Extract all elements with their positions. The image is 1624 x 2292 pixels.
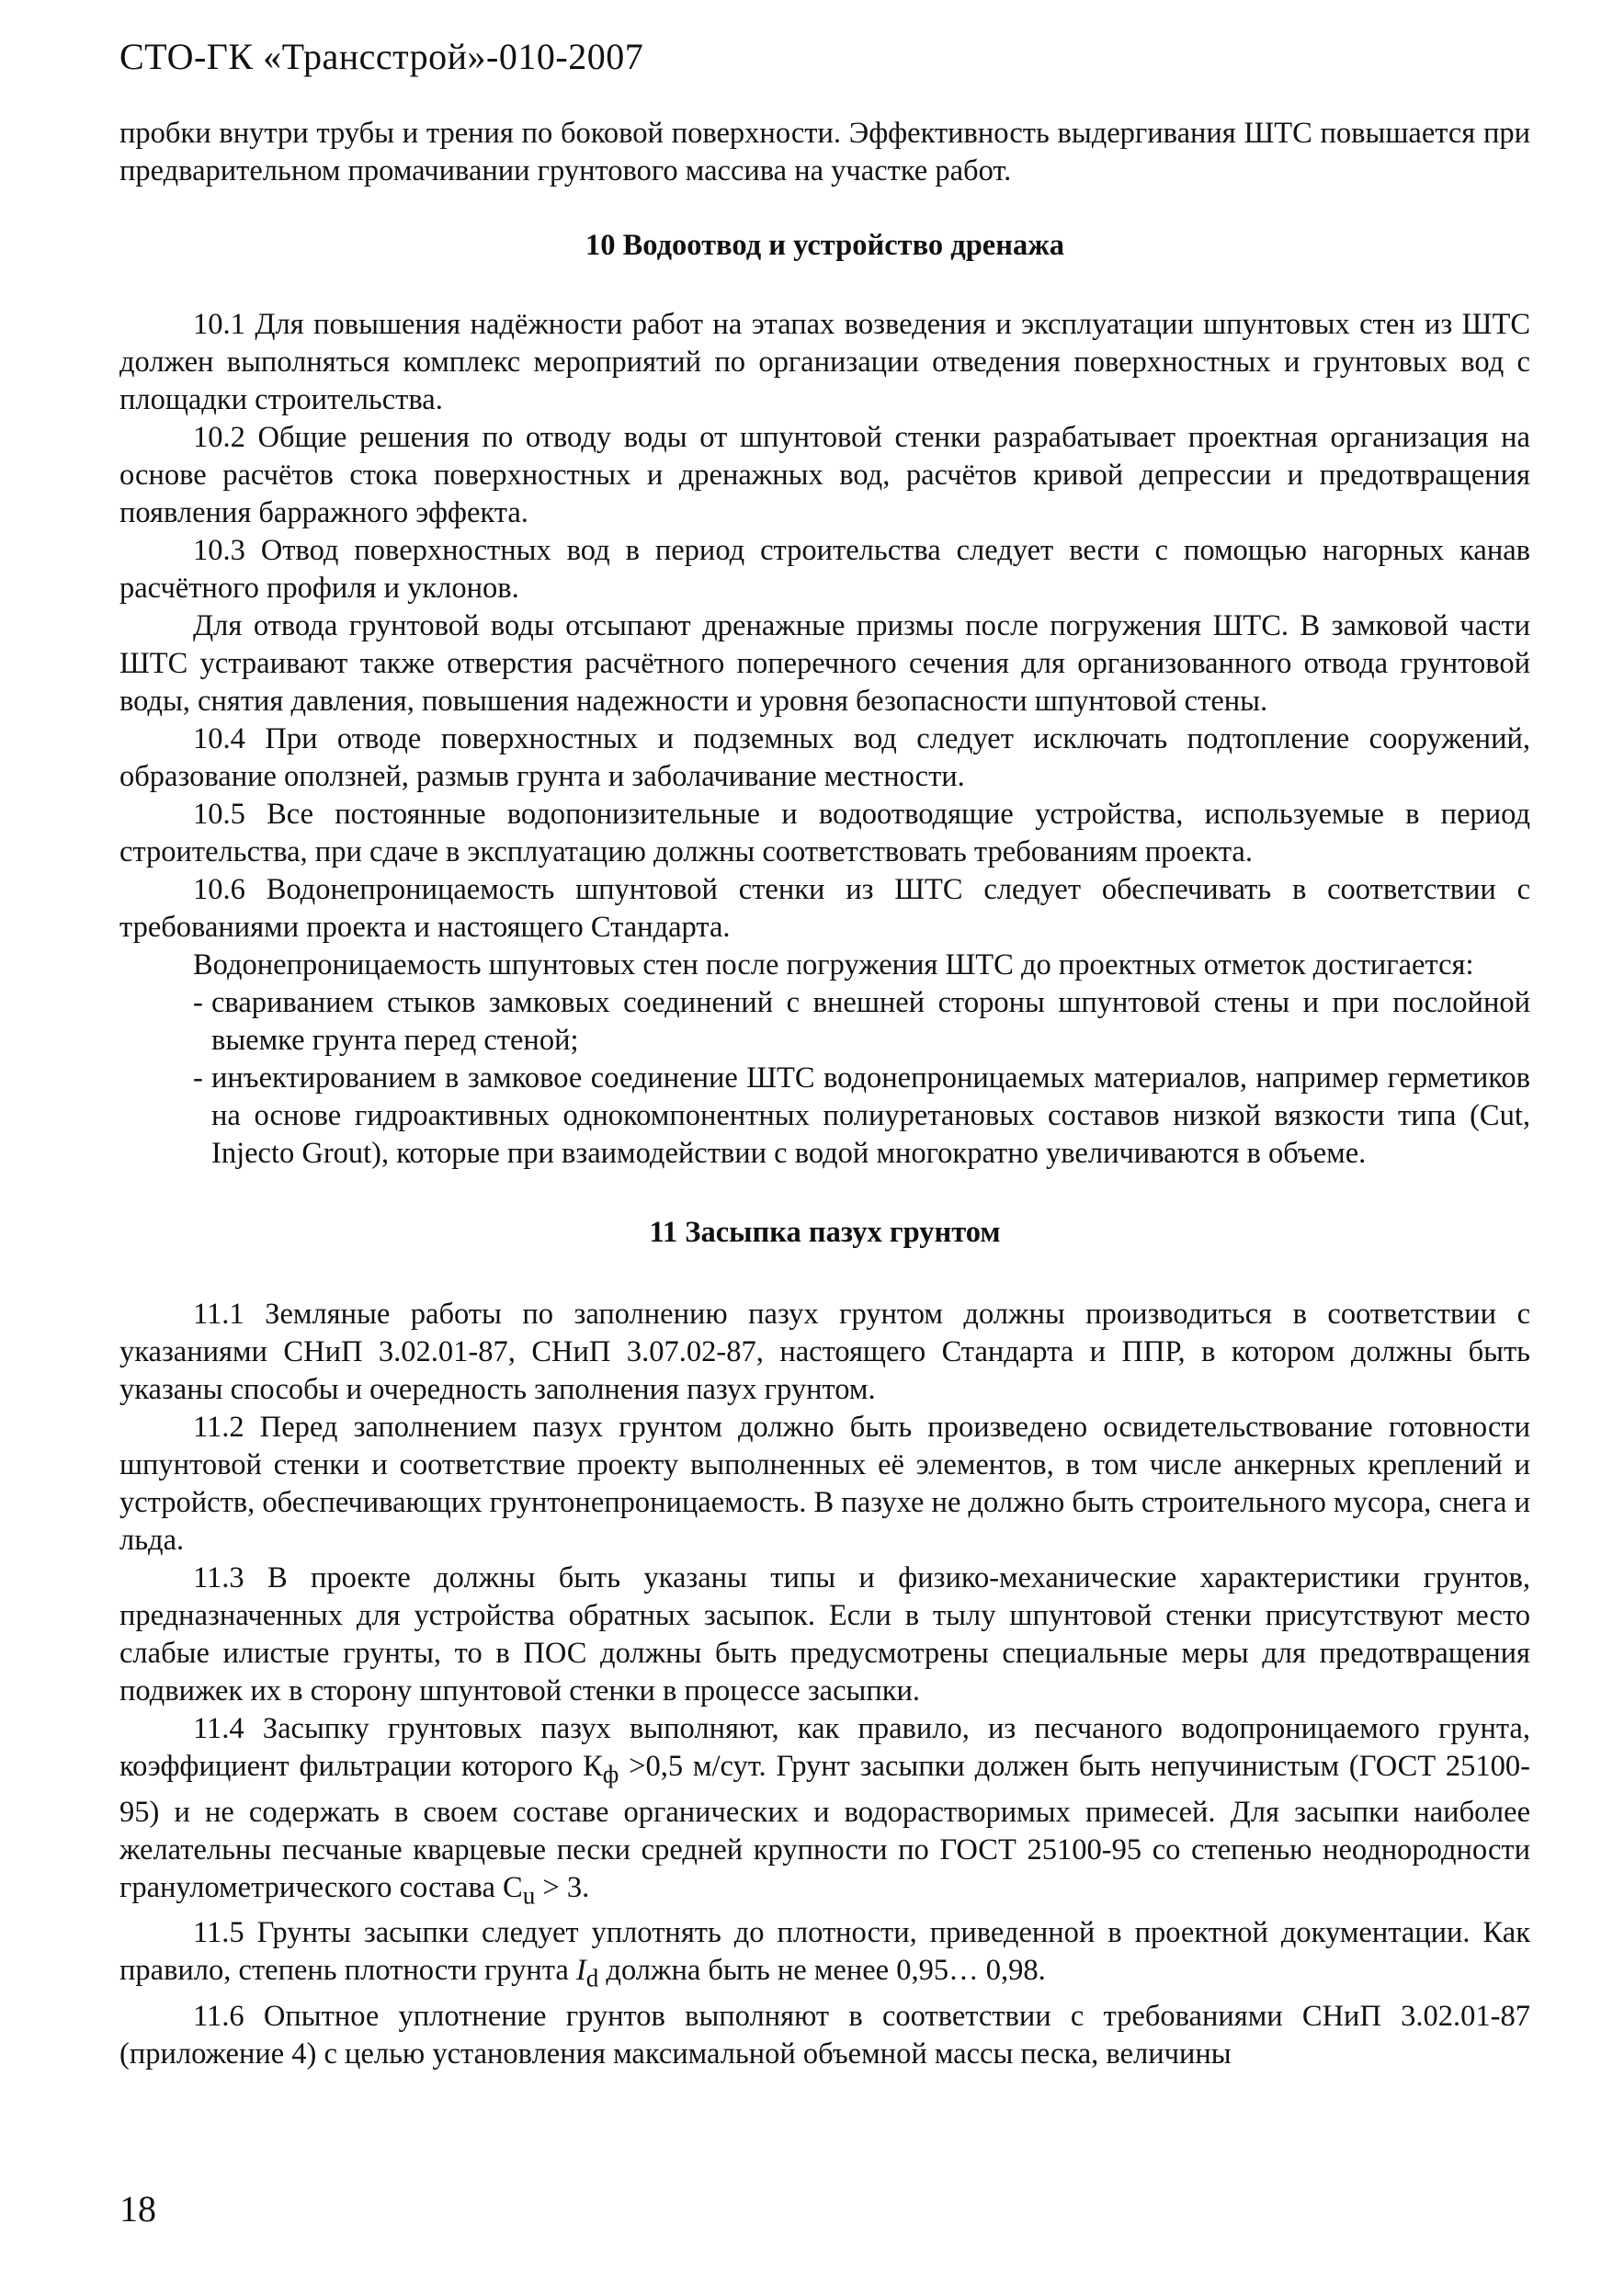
c-symbol: С (503, 1870, 523, 1904)
k-subscript: ф (602, 1760, 619, 1788)
page-content (119, 115, 1530, 2073)
p115-text-end: должна быть не менее 0,95… 0,98. (598, 1954, 1046, 1987)
paragraph-11-1: 11.1 Земляные работы по заполнению пазух грунтом должны производиться в соответствии с указаниями СНиП 3.02.01-87, СНиП 3.07.02-87, настоящего Стандарта и ППР, в котором должны быть указаны способы и очередность заполнения пазух грунтом. (119, 1298, 1530, 1406)
i-symbol: I (575, 1954, 586, 1987)
section-10-heading: 10 Водоотвод и устройство дренажа (585, 229, 1065, 262)
list-dash: - (193, 1061, 203, 1095)
document-header: СТО-ГК «Трансстрой»-010-2007 (119, 36, 644, 77)
list-item (119, 1060, 1530, 1173)
p114-text-start: 11.4 Засыпку грунтовых пазух выполняют, как правило, из песчаного водопроницаемого грунта, коэффициент фильтрации которого (119, 1712, 1530, 1783)
list-item (119, 984, 1530, 1060)
paragraph-10-6: 10.6 Водонепроницаемость шпунтовой стенки из ШТС следует обеспечивать в соответствии с требованиями проекта и настоящего Стандарта. (119, 873, 1530, 944)
page-number: 18 (119, 2188, 156, 2230)
paragraph-10-4: 10.4 При отводе поверхностных и подземных вод следует исключать подтопление сооружений, образование оползней, размыв грунта и заболачивание местности. (119, 722, 1530, 793)
section-11-heading: 11 Засыпка пазух грунтом (649, 1216, 1001, 1249)
paragraph-11-3: 11.3 В проекте должны быть указаны типы и физико-механические характеристики грунтов, предназначенных для устройства обратных засыпок. Если в тылу шпунтовой стенки присутствуют место слабые илистые грунты, то в ПОС должны быть предусмотрены специальные меры для предотвращения подвижек их в сторону шпунтовой стенки в процессе засыпки. (119, 1561, 1530, 1708)
c-subscript: u (522, 1881, 536, 1909)
paragraph-10-5: 10.5 Все постоянные водопонизительные и водоотводящие устройства, используемые в период строительства, при сдаче в эксплуатацию должны соответствовать требованиям проекта. (119, 798, 1530, 868)
paragraph-11-6: 11.6 Опытное уплотнение грунтов выполняют в соответствии с требованиями СНиП 3.02.01-87 (приложение 4) с целью установления максимальной объемной массы песка, величины (119, 1999, 1530, 2071)
paragraph-10-2: 10.2 Общие решения по отводу воды от шпунтовой стенки разрабатывает проектная организация на основе расчётов стока поверхностных и дренажных вод, расчётов кривой депрессии и предотвращения появления барражного эффекта. (119, 421, 1530, 529)
list-dash: - (193, 986, 203, 1019)
paragraph-10-3: 10.3 Отвод поверхностных вод в период строительства следует вести с помощью нагорных канав расчётного профиля и уклонов. (119, 534, 1530, 605)
paragraph-11-2: 11.2 Перед заполнением пазух грунтом должно быть произведено освидетельствование готовности шпунтовой стенки и соответствие проекту выполненных её элементов, в том числе анкерных креплений и устройств, обеспечивающих грунтонепроницаемость. В пазухе не должно быть строительного мусора, снега и льда. (119, 1411, 1530, 1557)
intro-paragraph: пробки внутри трубы и трения по боковой поверхности. Эффективность выдергивания ШТС повышается при предварительном промачивании грунтового массива на участке работ. (119, 117, 1530, 187)
p115-text-start: 11.5 Грунты засыпки следует уплотнять до плотности, приведенной в проектной документации. Как правило, степень плотности грунта (119, 1916, 1530, 1987)
paragraph-11-5 (119, 1914, 1530, 1998)
paragraph-watertightness: Водонепроницаемость шпунтовых стен после погружения ШТС до проектных отметок достигается: (193, 948, 1474, 981)
k-symbol: К (583, 1750, 603, 1783)
p114-text-middle: >0,5 м/сут. Грунт засыпки должен быть непучинистым (ГОСТ 25100-95) и не содержать в своем составе органических и водорастворимых примесей. Для засыпки наиболее желательны песчаные кварцевые пески средней крупности по ГОСТ 25100-95 со степенью неоднородности гранулометрического состава (119, 1750, 1530, 1904)
list-item-text: свариванием стыков замковых соединений с внешней стороны шпунтовой стены и при послойной выемке грунта перед стеной; (211, 986, 1530, 1057)
p114-text-end: > 3. (535, 1870, 590, 1904)
list-item-text: инъектированием в замковое соединение ШТС водонепроницаемых материалов, например герметиков на основе гидроактивных однокомпонентных полиуретановых составов низкой вязкости типа (Cut, Injecto Grout), которые при взаимодействии с водой многократно увеличиваются в объеме. (211, 1061, 1530, 1170)
paragraph-11-4 (119, 1710, 1530, 1914)
i-subscript: d (585, 1964, 599, 1992)
paragraph-drainage-prisms: Для отвода грунтовой воды отсыпают дренажные призмы после погружения ШТС. В замковой части ШТС устраивают также отверстия расчётного поперечного сечения для организованного отвода грунтовой воды, снятия давления, повышения надежности и уровня безопасности шпунтовой стены. (119, 609, 1530, 718)
paragraph-10-1: 10.1 Для повышения надёжности работ на этапах возведения и эксплуатации шпунтовых стен из ШТС должен выполняться комплекс мероприятий по организации отведения поверхностных и грунтовых вод с площадки строительства. (119, 308, 1530, 416)
watertightness-methods-list (119, 984, 1530, 1173)
